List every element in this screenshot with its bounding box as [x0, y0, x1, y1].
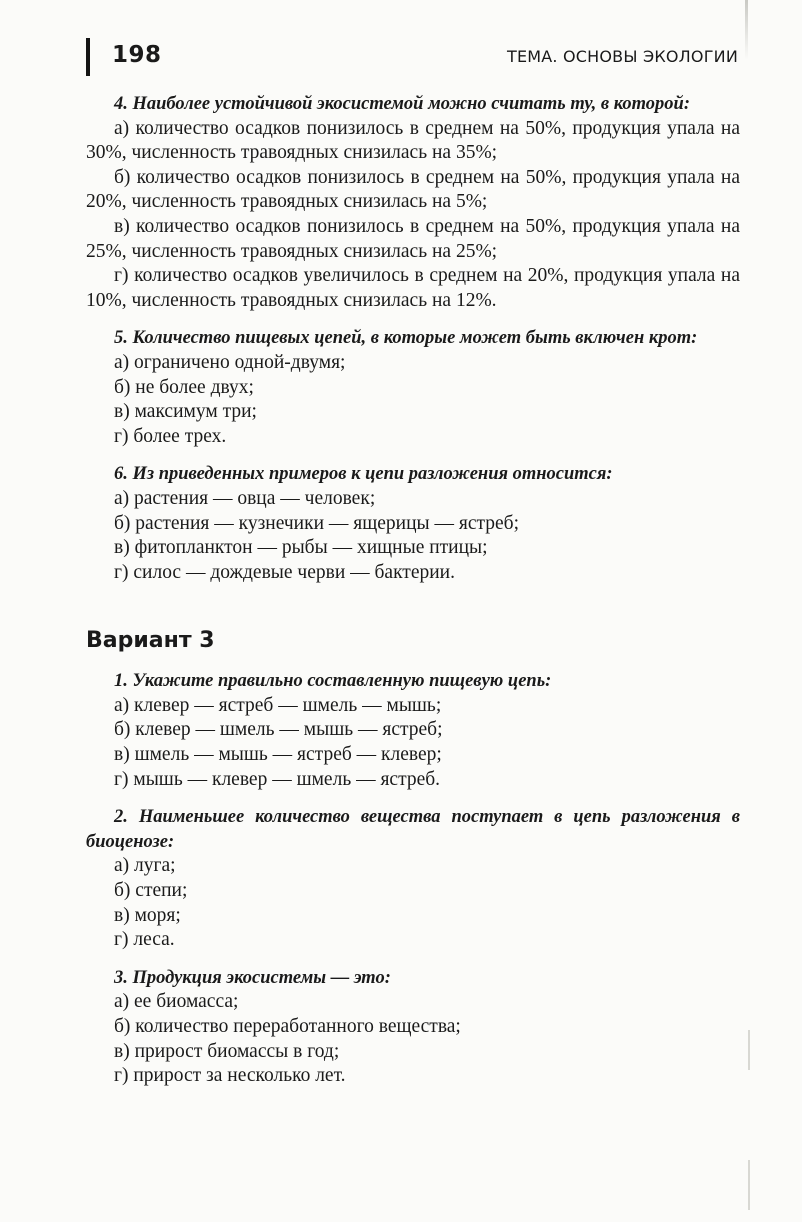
running-head: ТЕМА. ОСНОВЫ ЭКОЛОГИИ — [506, 47, 738, 66]
answer-option: г) прирост за несколько лет. — [114, 1065, 346, 1087]
answer-option: в) шмель — мышь — ястреб — клевер; — [114, 744, 442, 766]
answer-option: в) максимум три; — [114, 401, 257, 423]
answer-option: г) мышь — клевер — шмель — ястреб. — [114, 768, 441, 790]
answer-option: б) количество осадков понизилось в среднем на 50%, продукция упала на 20%, численность травоядных снизилась на 5%; — [86, 166, 740, 213]
question-title: 6. Из приведенных примеров к цепи разложения относится: — [114, 464, 613, 485]
question-4 — [86, 92, 740, 313]
question-title: 3. Продукция экосистемы — это: — [114, 967, 391, 988]
answer-option: б) не более двух; — [114, 376, 254, 398]
page-number: 198 — [112, 42, 162, 68]
answer-option: г) более трех. — [114, 425, 227, 447]
answer-option: а) растения — овца — человек; — [114, 487, 376, 509]
answer-option: в) прирост биомассы в год; — [114, 1040, 340, 1062]
question-title: 5. Количество пищевых цепей, в которые может быть включен крот: — [114, 328, 698, 349]
answer-option: г) леса. — [114, 929, 175, 951]
variant-heading: Вариант 3 — [86, 628, 215, 654]
variant3-question-2 — [86, 805, 740, 953]
scan-shadow-top — [745, 0, 748, 60]
variant3-question-3 — [86, 966, 740, 1089]
answer-option: а) количество осадков понизилось в среднем на 50%, продукция упала на 30%, численность травоядных снизилась на 35%; — [86, 117, 740, 164]
answer-option: б) количество переработанного вещества; — [114, 1016, 461, 1037]
page-content — [86, 92, 740, 1089]
answer-option: б) растения — кузнечики — ящерицы — ястреб; — [114, 512, 520, 534]
answer-option: б) клевер — шмель — мышь — ястреб; — [114, 719, 443, 741]
answer-option: а) луга; — [114, 855, 176, 877]
question-6 — [86, 462, 740, 585]
answer-option: г) количество осадков увеличилось в среднем на 20%, продукция упала на 10%, численность травоядных снизилась на 12%. — [86, 265, 740, 311]
header-rule — [86, 38, 90, 76]
answer-option: а) клевер — ястреб — шмель — мышь; — [114, 694, 442, 716]
answer-option: б) степи; — [114, 880, 188, 902]
question-title: 1. Укажите правильно составленную пищевую цепь: — [114, 671, 552, 692]
answer-option: в) моря; — [114, 904, 181, 926]
answer-option: г) силос — дождевые черви — бактерии. — [114, 561, 455, 583]
scan-shadow-mid — [748, 1030, 750, 1070]
answer-option: в) количество осадков понизилось в среднем на 50%, продукция упала на 25%, численность травоядных снизилась на 25%; — [86, 215, 740, 262]
answer-option: а) ограничено одной-двумя; — [114, 351, 346, 373]
answer-option: в) фитопланктон — рыбы — хищные птицы; — [114, 537, 488, 559]
variant3-question-1 — [86, 669, 740, 792]
question-5 — [86, 326, 740, 449]
question-title: 2. Наименьшее количество вещества поступает в цепь разложения в биоценозе: — [86, 807, 740, 852]
scan-shadow-bottom — [748, 1160, 750, 1210]
question-title: 4. Наиболее устойчивой экосистемой можно считать ту, в которой: — [114, 94, 691, 114]
answer-option: а) ее биомасса; — [114, 991, 239, 1013]
